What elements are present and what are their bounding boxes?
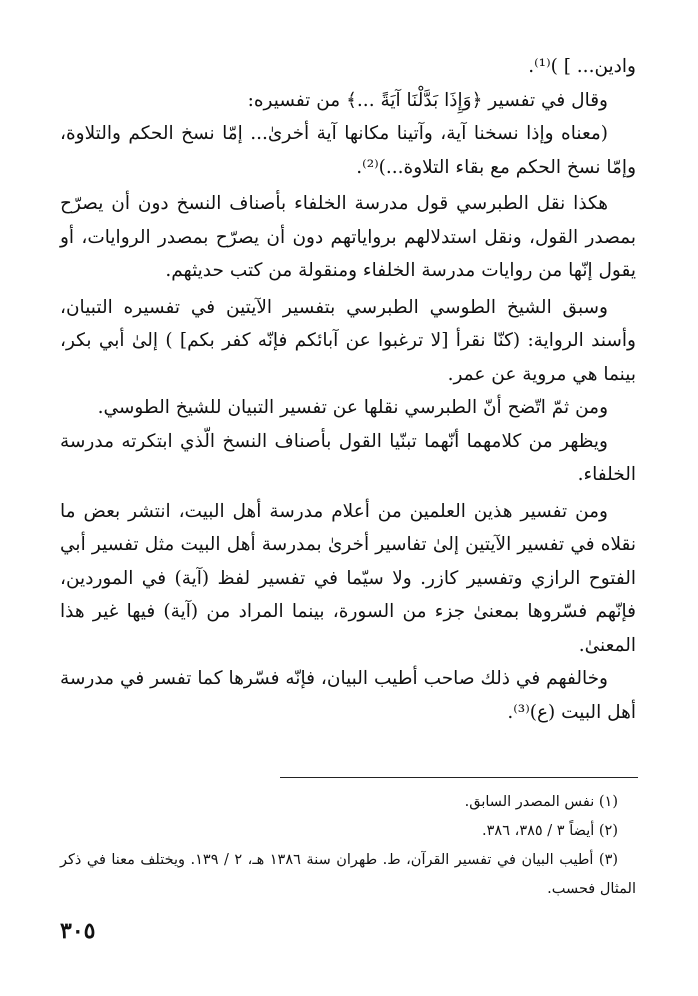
footnote-3: (٣) أطيب البيان في تفسير القرآن، ط. طهران سنة ١٣٨٦ هـ، ٢ / ١٣٩. ويختلف معنا في ذكر المثال فحسب. <box>60 852 636 897</box>
paragraph-5: وسبق الشيخ الطوسي الطبرسي بتفسير الآيتين في تفسيره التبيان، وأسند الرواية: (كنّا نقرأ [لا ترغبوا عن آبائكم فإنّه كفر بكم] ) إلىٰ أبي بكر، بينما هي مروية عن عمر. <box>60 296 636 385</box>
footnote-1: (١) نفس المصدر السابق. <box>464 794 618 810</box>
paragraph-8: ومن تفسير هذين العلمين من أعلام مدرسة أهل البيت، انتشر بعض ما نقلاه في تفسير الآيتين إلىٰ تفاسير أخرىٰ بمدرسة أهل البيت مثل تفسير أبي الفتوح الرازي وتفسير كازر. ولا سيّما في تفسير لفظ (آية) في الموردين، فإنّهم فسّروها بمعنىٰ جزء من السورة، بينما المراد من (آية) فيها غير هذا المعنىٰ. <box>60 500 636 656</box>
page-number: ٣٠٥ <box>60 918 96 944</box>
paragraph-9: وخالفهم في ذلك صاحب أطيب البيان، فإنّه فسّرها كما تفسر في مدرسة أهل البيت (ع)⁽³⁾. <box>60 668 636 723</box>
main-text <box>60 50 636 729</box>
paragraph-4: هكذا نقل الطبرسي قول مدرسة الخلفاء بأصناف النسخ دون أن يصرّح بمصدر القول، ونقل استدلالهم برواياتهم دون أن يصرّح بمصدر الروايات، أو يقول إنّها من روايات مدرسة الخلفاء ومنقولة من كتب حديثهم. <box>60 193 636 281</box>
paragraph-7: ويظهر من كلامهما أنّهما تبنّيا القول بأصناف النسخ الّذي ابتكرته مدرسة الخلفاء. <box>60 430 636 485</box>
paragraph-6: ومن ثمّ اتّضح أنّ الطبرسي نقلها عن تفسير التبيان للشيخ الطوسي. <box>97 397 608 418</box>
footnotes <box>60 788 636 904</box>
paragraph-1: وادين... ] )⁽¹⁾. <box>528 56 636 77</box>
footnote-separator <box>280 777 638 778</box>
paragraph-2: وقال في تفسير ﴿وَإِذَا بَدَّلْنَا آيَةً ...﴾ من تفسيره: <box>247 89 608 111</box>
paragraph-3-quote: (معناه وإذا نسخنا آية، وآتينا مكانها آية أخرىٰ... إمّا نسخ الحكم والتلاوة، وإمّا نسخ الحكم مع بقاء التلاوة...)⁽²⁾. <box>60 123 636 178</box>
footnote-2: (٢) أيضاً ٣ / ٣٨٥، ٣٨٦. <box>482 823 618 839</box>
